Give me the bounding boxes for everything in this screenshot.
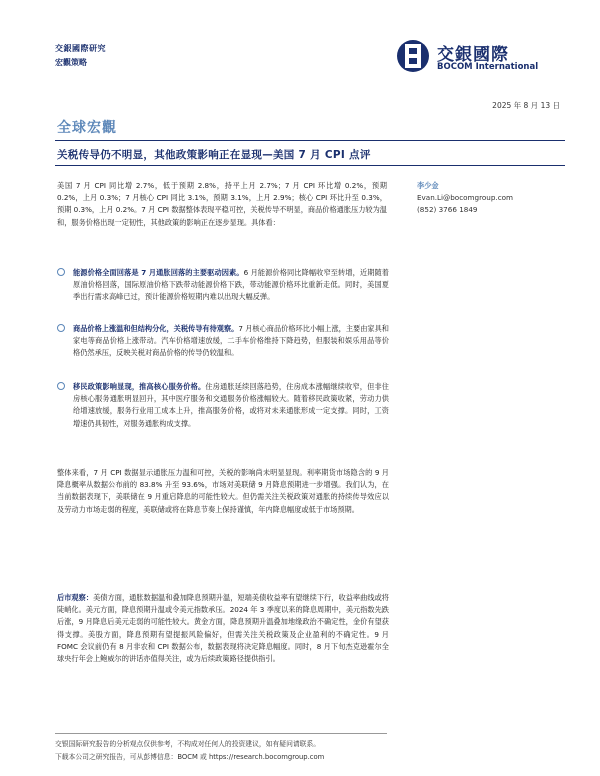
report-date: 2025 年 8 月 13 日: [492, 101, 560, 110]
bullet-text: 6 月能源价格同比降幅收窄至转增，近期随着原油价格回落，国际原油价格下跌带动能源价格下跌，带动能源价格环比重新走低。同时，美国夏季出行需求高峰已过，预计能源价格短期内难以出现大幅反弹。: [73, 268, 389, 302]
footer-disclaimer: 交银国际研究报告的分析观点仅供参考，不构成对任何人的投资建议，如有疑问请联系。: [55, 740, 321, 748]
outlook-text: 美债方面，通胀数据温和叠加降息预期升温，短端美债收益率有望继续下行，收益率曲线或将陡峭化。美元方面，降息预期升温或令美元指数承压。2024 年 3 季度以来的降息周期中，美元指数先跌后涨，9 月降息后美元走弱的可能性较大。黄金方面，降息预期升温叠加地缘政治不确定性，金价有望获得支撑。美股方面，降息预期有望提振风险偏好，但需关注关税政策及企业盈利的不确定性。9 月 FOMC 会议前仍有 8 月非农和 CPI 数据公布，数据表现将决定降息幅度。同时，8 月下旬杰克逊霍尔全球央行年会上鲍威尔的讲话亦值得关注，或为后续政策路径提供指引。: [57, 593, 389, 664]
author-phone: (852) 3766 1849: [417, 205, 478, 215]
bullet-goods: [57, 323, 389, 360]
report-title: 关税传导仍不明显，其他政策影响正在显现—美国 7 月 CPI 点评: [57, 149, 371, 161]
bullet-circle-icon: [57, 382, 65, 390]
bullet-heading: 移民政策影响显现，推高核心服务价格。: [73, 382, 206, 391]
bullet-heading: 商品价格上涨温和但结构分化，关税传导有待观察。: [73, 324, 239, 333]
bullet-text: 住房通胀延续回落趋势，住房成本涨幅继续收窄，但非住房核心服务通胀明显回升，其中医疗服务和交通服务价格涨幅较大。随着移民政策收紧，劳动力供给增速放缓，服务行业用工成本上升，推高服务价格，或将对未来通胀形成一定支撑。同时，工资增速仍具韧性，对服务通胀构成支撑。: [73, 382, 389, 428]
section-title: 全球宏觀: [57, 120, 117, 136]
bullet-circle-icon: [57, 268, 65, 276]
intro-paragraph: 美国 7 月 CPI 同比增 2.7%，低于预期 2.8%，持平上月 2.7%；7 月 CPI 环比增 0.2%，预期 0.2%，上月 0.3%；7 月核心 CPI 同比 3.1%，预期 3.1%，上月 2.9%；核心 CPI 环比升至 0.3%，预期 0.3%，上月 0.2%。7 月 CPI 数据整体表现平稳可控，关税传导不明显，商品价格通胀压力较为温和，服务价格出现一定韧性，其他政策的影响正在逐步显现。具体看：: [57, 181, 387, 227]
bocom-logo: [395, 38, 565, 78]
footer-download[interactable]: 下载本公司之研究报告，可从彭博信息：BOCM 或 https://research.bocomgroup.com: [55, 753, 325, 761]
bullet-circle-icon: [57, 324, 65, 332]
title-rule-top: [55, 140, 565, 141]
footer: [55, 738, 324, 764]
bullet-heading: 能源价格全面回落是 7 月通胀回落的主要驱动因素。: [73, 268, 244, 277]
bocom-logo-icon: [395, 38, 431, 74]
author-name: 李少金: [417, 181, 439, 190]
outlook-heading: 后市观察：: [57, 593, 94, 602]
author-email[interactable]: Evan.Li@bocomgroup.com: [417, 193, 514, 203]
outlook-paragraph: [57, 592, 389, 665]
bullet-energy: [57, 267, 389, 304]
category-label: 宏觀策略: [55, 58, 87, 67]
bullet-services: [57, 381, 389, 430]
logo-en: BOCOM International: [437, 62, 539, 72]
summary-paragraph: 整体来看，7 月 CPI 数据显示通胀压力温和可控，关税的影响尚未明显显现。利率期货市场隐含的 9 月降息概率从数据公布前的 83.8% 升至 93.6%，市场对美联储 9 月降息预期进一步增强。我们认为，在当前数据表现下，美联储在 9 月重启降息的可能性较大。但仍需关注关税政策对通胀的持续传导效应以及劳动力市场走弱的程度，美联储或将在降息节奏上保持谨慎，年内降息幅度或低于市场预期。: [57, 468, 389, 514]
bullet-text: 7 月核心商品价格环比小幅上涨，主要由家具和家电等商品价格上涨带动。汽车价格增速放缓，二手车价格维持下降趋势，但服装和娱乐用品等价格仍然承压，反映关税对商品价格的传导仍较温和。: [73, 324, 389, 358]
title-rule-bottom: [55, 165, 565, 166]
logo-name: 交銀國際: [437, 45, 509, 65]
author-block: [417, 180, 513, 217]
department-label: 交銀國際研究: [55, 44, 106, 53]
footer-rule: [55, 733, 387, 734]
